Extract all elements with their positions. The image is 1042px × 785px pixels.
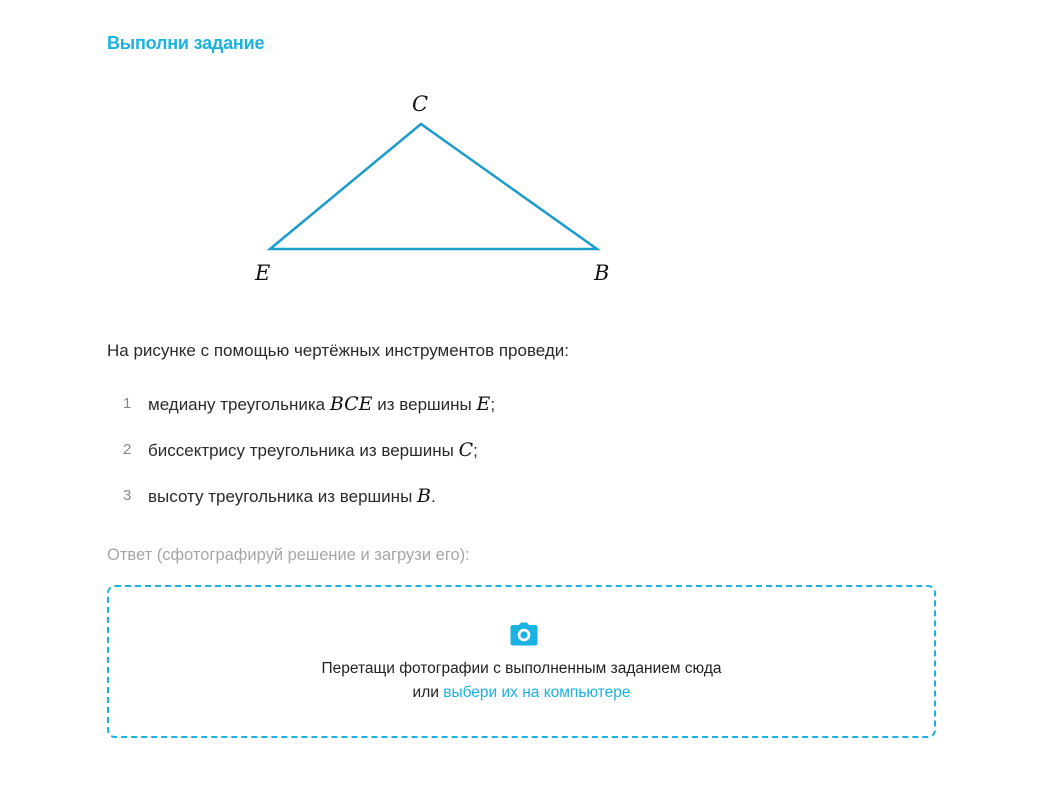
answer-label: Ответ (сфотографируй решение и загрузи его):: [107, 546, 470, 564]
math-expression: E: [476, 393, 491, 415]
instruction-text-part: ;: [490, 395, 496, 414]
instruction-text-part: медиану треугольника: [148, 395, 330, 414]
vertex-label-c: C: [412, 92, 429, 116]
dropzone-or-text: или: [412, 684, 444, 701]
instruction-number: 3: [123, 487, 132, 504]
instruction-text: [148, 393, 495, 415]
instructions-intro: На рисунке с помощью чертёжных инструментов проведи:: [107, 341, 570, 360]
math-expression: B: [417, 485, 431, 507]
vertex-label-b: B: [594, 261, 610, 285]
instruction-text-part: из вершины: [372, 395, 477, 414]
instruction-text-part: ;: [473, 441, 478, 460]
dropzone-alt: [109, 684, 934, 702]
instruction-text-part: высоту треугольника из вершины: [148, 487, 418, 506]
instruction-text: [148, 439, 478, 461]
dropzone-hint: Перетащи фотографии с выполненным заданием сюда: [321, 660, 722, 677]
photo-upload-dropzone[interactable]: [107, 585, 936, 738]
triangle-figure: [0, 0, 1042, 330]
math-expression: C: [458, 439, 474, 461]
instruction-number: 2: [123, 441, 132, 458]
instruction-number: 1: [123, 395, 132, 412]
choose-files-link[interactable]: выбери их на компьютере: [443, 684, 631, 701]
triangle-shape: [270, 124, 597, 249]
camera-icon[interactable]: [510, 622, 538, 646]
vertex-label-e: E: [255, 261, 271, 285]
instruction-text-part: .: [430, 487, 436, 506]
task-title: Выполни задание: [107, 33, 265, 53]
instruction-text-part: биссектрису треугольника из вершины: [148, 441, 459, 460]
math-expression: BCE: [329, 393, 373, 415]
instruction-text: [148, 485, 436, 507]
